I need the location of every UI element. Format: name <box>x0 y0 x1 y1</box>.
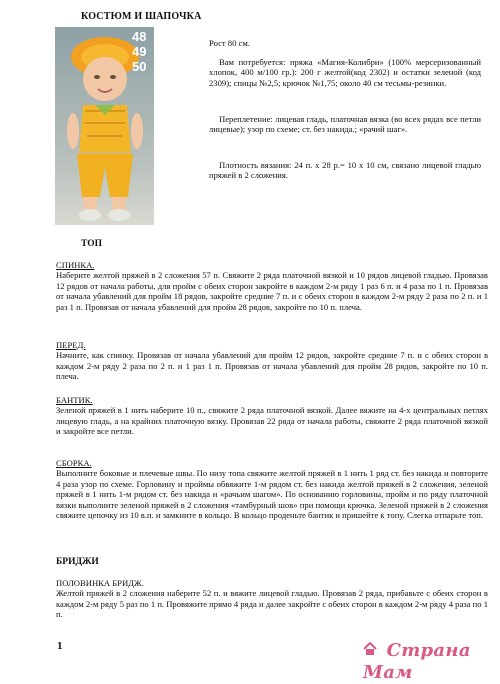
front-section <box>56 340 488 382</box>
back-text: Наберите желтой пряжей в 2 сложения 57 п. Свяжите 2 ряда платочной вязкой и 10 рядов лицевой гладью. Провязав 12 рядов от начала работы, для пройм с обеих сторон закройте в каждом 2-м ряду 1 раз 6 п. и 4 раза по 1 п. Провязав от начала убавлений для пройм 18 рядов, закройте средние 7 п. и с обеих сторон в каждом 2-м ряду 2 раза по 2 п. и 1 раз 1 п. Провязав от начала убавлений для пройм 28 рядов, закройте по 10 п. плеча. <box>56 270 488 312</box>
page-number: 1 <box>57 640 63 652</box>
logo-text: Страна Мам <box>363 640 471 683</box>
back-section <box>56 260 488 312</box>
back-heading: СПИНКА. <box>56 260 95 270</box>
size-label: 50 <box>132 59 147 74</box>
house-icon <box>363 640 377 662</box>
breeches-half-heading: ПОЛОВИНКА БРИДЖ. <box>56 578 144 588</box>
child-photo <box>55 27 154 225</box>
size-label: 49 <box>132 44 147 59</box>
size-info: Рост 80 см. <box>209 38 250 48</box>
materials-text: Вам потребуется: пряжа «Магия-Колибри» (100% мерсеризованный хлопок, 400 м/100 гр.): 200 г желтой(код 2302) и остатки зеленой (код 2309); спицы №2,5; крючок №1,75; около 40 см тесьмы-резинки. <box>209 57 481 88</box>
breeches-half-text: Желтой пряжей в 2 сложения наберите 52 п. и вяжите лицевой гладью. Провязав 2 ряда, прибавьте с обеих сторон в каждом 2-м ряду 5 раз по 1 п. Провяжите прямо 4 ряда и далее закройте с обеих сторон в каждом 2-м ряду 4 раза по 1 п. <box>56 588 488 620</box>
assembly-section <box>56 458 488 521</box>
site-logo <box>363 640 500 684</box>
assembly-text: Выполните боковые и плечевые швы. По низу топа свяжите желтой пряжей в 1 нить 1 ряд ст. без накида и повторите 4 раза узор по схеме. Горловину и проймы обвяжите 1-м рядом ст. без накида желтой пряжей в 2 сложения, зеленой пряжей в 1 нить 1-м рядом ст. без накида и «рачьим шагом». По основанию горловины, пройм и по ряду платочной вязки выполните зеленой пряжей в 2 сложения «тамбурный шов» при помощи крючка. Зеленой пряжей в 2 сложения свяжите цепочку из 10 в.п. и замкните в кольцо. В кольцо проденьте бантик и пришейте к топу. Слегка отпарьте топ. <box>56 468 488 521</box>
size-label: 48 <box>132 29 147 44</box>
section-heading-breeches: БРИДЖИ <box>56 557 99 567</box>
section-heading-top: ТОП <box>81 239 102 249</box>
bow-heading: БАНТИК. <box>56 395 93 405</box>
breeches-half-section <box>56 578 488 620</box>
front-heading: ПЕРЕД. <box>56 340 86 350</box>
bow-text: Зеленой пряжей в 1 нить наберите 10 п., свяжите 2 ряда платочной вязкой. Далее вяжите на 4-х центральных петлях лицевую гладь, а на крайних платочную вязку. Провязав 22 ряда от начала работы, свяжите 2 ряда платочной вязкой и закройте все петли. <box>56 405 488 437</box>
density-text: Плотность вязания: 24 п. х 28 р.= 10 х 10 см, связано лицевой гладью пряжей в 2 сложения. <box>209 160 481 181</box>
bow-section <box>56 395 488 437</box>
front-text: Начните, как спинку. Провязав от начала убавлений для пройм 12 рядов, закройте средние 7 п. и с обеих сторон в каждом 2-м ряду 2 раза по 2 п. и 1 раз 1 п. Провязав от начала убавлений для пройм 28 рядов, закройте по 10 п. плеча. <box>56 350 488 382</box>
page-title: КОСТЮМ И ШАПОЧКА <box>81 11 202 22</box>
pattern-text: Переплетение: лицевая гладь, платочная вязка (во всех рядах все петли лицевые); узор по схеме; ст. без накида.; «рачий шаг». <box>209 114 481 135</box>
assembly-heading: СБОРКА. <box>56 458 92 468</box>
